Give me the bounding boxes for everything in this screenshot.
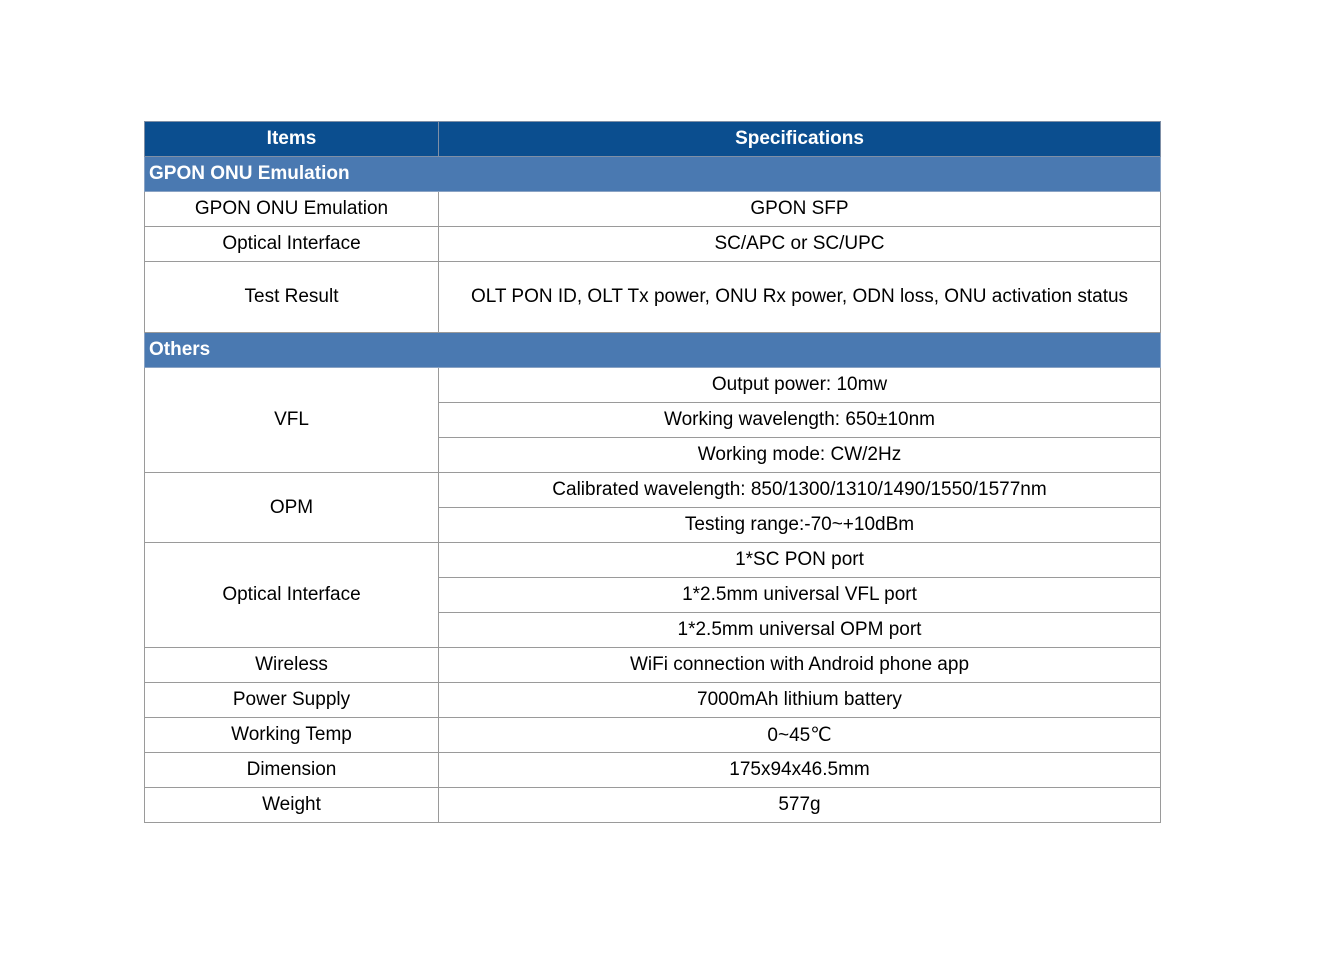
spec-cell: 1*2.5mm universal VFL port (439, 578, 1161, 613)
table-row (145, 788, 1161, 823)
table-row (145, 753, 1161, 788)
item-cell: Working Temp (145, 718, 439, 753)
spec-cell: 0~45℃ (439, 718, 1161, 753)
item-cell: Wireless (145, 648, 439, 683)
table-row (145, 473, 1161, 508)
section-title: Others (145, 333, 1161, 368)
table-row (145, 227, 1161, 262)
section-title: GPON ONU Emulation (145, 157, 1161, 192)
table-row (145, 718, 1161, 753)
spec-cell: Calibrated wavelength: 850/1300/1310/1490/1550/1577nm (439, 473, 1161, 508)
spec-table (144, 121, 1161, 823)
spec-cell: WiFi connection with Android phone app (439, 648, 1161, 683)
section-row-others (145, 333, 1161, 368)
section-row-gpon (145, 157, 1161, 192)
spec-cell: Output power: 10mw (439, 368, 1161, 403)
table-header-row (145, 122, 1161, 157)
item-cell: Optical Interface (145, 543, 439, 648)
spec-cell: 175x94x46.5mm (439, 753, 1161, 788)
spec-cell: SC/APC or SC/UPC (439, 227, 1161, 262)
item-cell: Test Result (145, 262, 439, 333)
spec-cell: GPON SFP (439, 192, 1161, 227)
header-items: Items (145, 122, 439, 157)
spec-cell: Testing range:-70~+10dBm (439, 508, 1161, 543)
spec-cell: Working wavelength: 650±10nm (439, 403, 1161, 438)
table-row (145, 192, 1161, 227)
item-cell: OPM (145, 473, 439, 543)
item-cell: GPON ONU Emulation (145, 192, 439, 227)
table-row (145, 262, 1161, 333)
item-cell: Dimension (145, 753, 439, 788)
table-row (145, 543, 1161, 578)
spec-cell: 1*2.5mm universal OPM port (439, 613, 1161, 648)
item-cell: Power Supply (145, 683, 439, 718)
table-row (145, 648, 1161, 683)
spec-cell: 7000mAh lithium battery (439, 683, 1161, 718)
spec-cell: Working mode: CW/2Hz (439, 438, 1161, 473)
item-cell: Weight (145, 788, 439, 823)
spec-cell: OLT PON ID, OLT Tx power, ONU Rx power, ODN loss, ONU activation status (439, 262, 1161, 333)
item-cell: Optical Interface (145, 227, 439, 262)
table-row (145, 368, 1161, 403)
spec-cell: 577g (439, 788, 1161, 823)
header-specifications: Specifications (439, 122, 1161, 157)
spec-cell: 1*SC PON port (439, 543, 1161, 578)
item-cell: VFL (145, 368, 439, 473)
table-row (145, 683, 1161, 718)
